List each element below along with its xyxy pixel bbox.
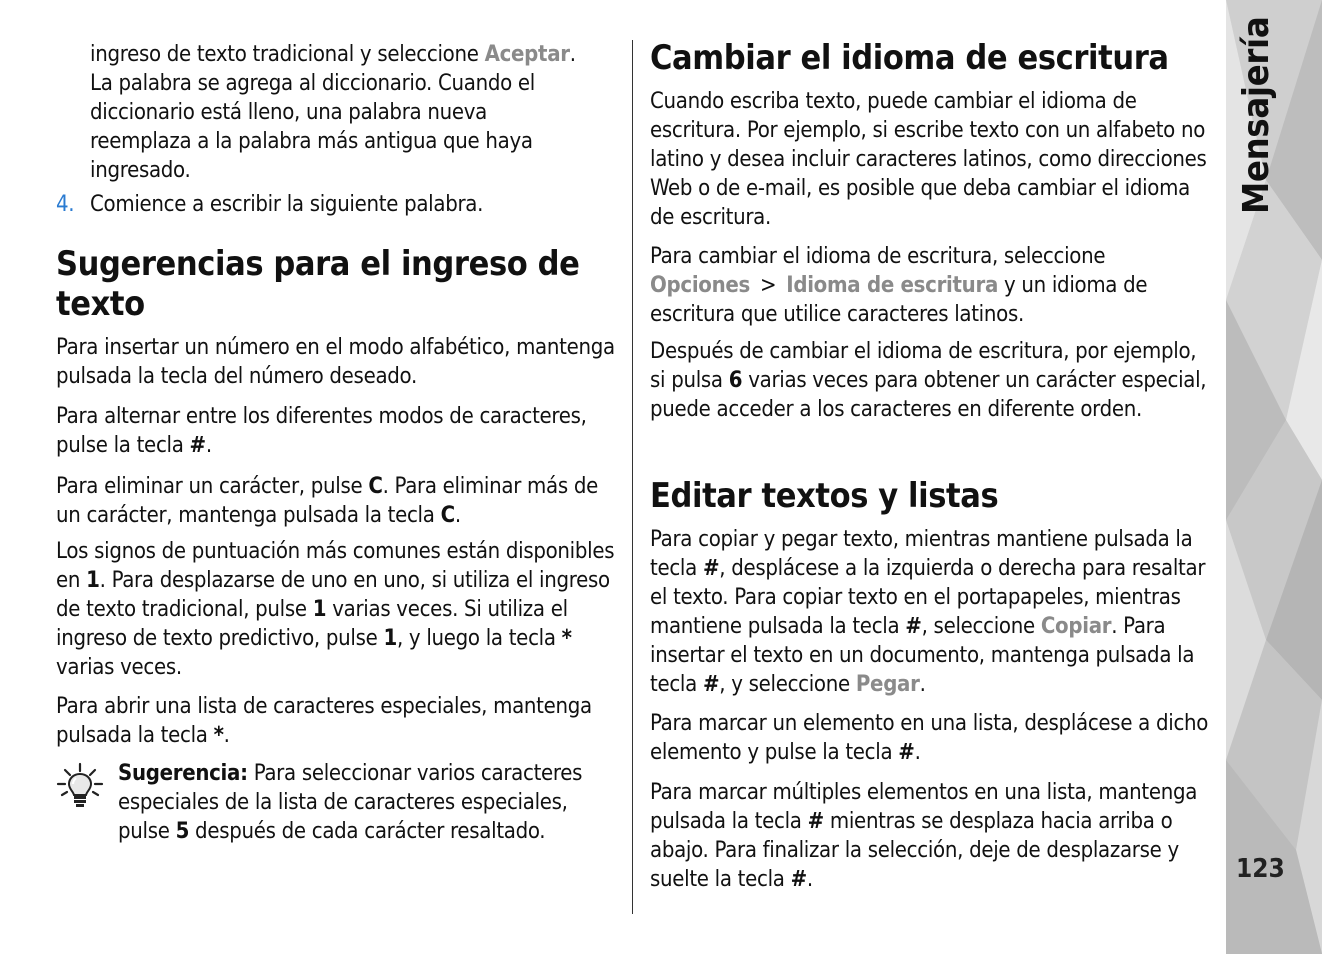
- paragraph-after-change: [650, 337, 1216, 424]
- paragraph-delete-char: [56, 472, 622, 530]
- key-hash: #: [189, 433, 206, 458]
- key-1: 1: [312, 597, 327, 622]
- opciones-option: Opciones: [650, 273, 751, 298]
- paragraph-insert-number: [56, 333, 622, 391]
- section-heading-language: Cambiar el idioma de escritura: [650, 38, 1169, 78]
- lightbulb-icon: [56, 762, 104, 810]
- text-line: reemplaza a la palabra más antigua que haya: [90, 129, 533, 154]
- continued-step-text: [90, 40, 630, 185]
- key-6: 6: [728, 368, 743, 393]
- step-number: 4.: [56, 192, 75, 217]
- key-star: *: [561, 626, 572, 651]
- text-run: Para eliminar un carácter, pulse: [56, 474, 369, 499]
- step-4: [56, 190, 622, 219]
- tip-label: Sugerencia:: [118, 761, 248, 786]
- key-hash: #: [702, 556, 720, 581]
- paragraph-change-language: [650, 242, 1216, 329]
- paragraph-mark-multiple: [650, 778, 1216, 894]
- text-line: Para cambiar el idioma de escritura, seleccione: [650, 244, 1106, 269]
- text-line: diccionario está lleno, una palabra nueva: [90, 100, 487, 125]
- text-run: . Para desplazarse de uno en uno, si utiliza el ingreso de texto tradicional, pulse: [56, 568, 610, 622]
- text-run: varias veces.: [56, 655, 182, 680]
- text-run: , seleccione: [921, 614, 1041, 639]
- key-c: C: [368, 474, 383, 499]
- key-hash: #: [702, 672, 720, 697]
- text-run: y un idioma de escritura que utilice caracteres latinos.: [650, 273, 1148, 327]
- section-heading-suggestions: Sugerencias para el ingreso de texto: [56, 244, 580, 324]
- paragraph-mark-item: [650, 709, 1216, 767]
- paragraph-special-chars: [56, 692, 622, 750]
- text-run: Para seleccionar varios caracteres especiales de la lista de caracteres especiales, pulse: [118, 761, 583, 844]
- text-run: Para alternar entre los diferentes modos de caracteres, pulse la tecla: [56, 404, 587, 458]
- paragraph-switch-modes: [56, 402, 622, 460]
- text-run: .: [914, 740, 921, 765]
- key-hash: #: [790, 867, 807, 892]
- page-number: 123: [1236, 854, 1285, 884]
- idioma-option: Idioma de escritura: [786, 273, 998, 298]
- key-hash: #: [807, 809, 824, 834]
- paragraph-punctuation: [56, 537, 622, 682]
- text-run: .: [569, 42, 576, 67]
- key-star: *: [213, 723, 224, 748]
- paragraph-text: Para insertar un número en el modo alfabético, mantenga pulsada la tecla del número deseado.: [56, 335, 615, 389]
- text-run: Para copiar y pegar texto, mientras mantiene pulsada la tecla: [650, 527, 1193, 581]
- text-run: varias veces. Si utiliza el ingreso de texto predictivo, pulse: [56, 597, 568, 651]
- text-run: .: [806, 867, 813, 892]
- copiar-option: Copiar: [1040, 614, 1112, 639]
- text-run: Para abrir una lista de caracteres especiales, mantenga pulsada la tecla: [56, 694, 592, 748]
- text-run: Después de cambiar el idioma de escritura, por ejemplo, si pulsa: [650, 339, 1197, 393]
- text-run: mientras se desplaza hacia arriba o abajo. Para finalizar la selección, deje de desplazarse y suelte la tecla: [650, 809, 1179, 892]
- text-run: .: [223, 723, 230, 748]
- paragraph-text: Cuando escriba texto, puede cambiar el idioma de escritura. Por ejemplo, si escribe texto con un alfabeto no latino y desea incluir caracteres latinos, como direcciones Web o de e-mail, es posible que deba cambiar el idioma de escritura.: [650, 89, 1207, 230]
- key-c: C: [440, 503, 455, 528]
- text-run: .: [205, 433, 212, 458]
- text-line: ingresado.: [90, 158, 191, 183]
- text-run: . Para insertar el texto en un documento, mantenga pulsada la tecla: [650, 614, 1195, 697]
- paragraph-language-intro: [650, 87, 1216, 232]
- text-run: varias veces para obtener un carácter especial, puede acceder a los caracteres en diferente orden.: [650, 368, 1207, 422]
- text-run: después de cada carácter resaltado.: [189, 819, 546, 844]
- text-run: Los signos de puntuación más comunes están disponibles en: [56, 539, 615, 593]
- pegar-option: Pegar: [855, 672, 920, 697]
- text-line: La palabra se agrega al diccionario. Cuando el: [90, 71, 535, 96]
- text-run: Para marcar un elemento en una lista, desplácese a dicho elemento y pulse la tecla: [650, 711, 1209, 765]
- text-run: , y seleccione: [719, 672, 856, 697]
- menu-separator: >: [754, 273, 783, 298]
- text-run: , desplácese a la izquierda o derecha para resaltar el texto. Para copiar texto en el portapapeles, mientras mantiene pulsada la tecla: [650, 556, 1206, 639]
- text-run: .: [919, 672, 926, 697]
- key-5: 5: [175, 819, 190, 844]
- text-run: , y luego la tecla: [396, 626, 562, 651]
- key-hash: #: [898, 740, 915, 765]
- step-text: Comience a escribir la siguiente palabra.: [90, 192, 484, 217]
- section-heading-edit: Editar textos y listas: [650, 476, 999, 516]
- tip-box: [118, 759, 618, 846]
- text-run: . Para eliminar más de un carácter, mantenga pulsada la tecla: [56, 474, 598, 528]
- text-run: .: [454, 503, 461, 528]
- text-run: Para marcar múltiples elementos en una lista, mantenga pulsada la tecla: [650, 780, 1198, 834]
- column-divider: [632, 40, 633, 914]
- section-title: Mensajería: [1236, 16, 1277, 214]
- key-hash: #: [905, 614, 922, 639]
- paragraph-copy-paste: [650, 525, 1216, 699]
- text-run: ingreso de texto tradicional y seleccione: [90, 42, 485, 67]
- key-1: 1: [383, 626, 397, 651]
- key-1: 1: [86, 568, 100, 593]
- aceptar-option: Aceptar: [484, 42, 570, 67]
